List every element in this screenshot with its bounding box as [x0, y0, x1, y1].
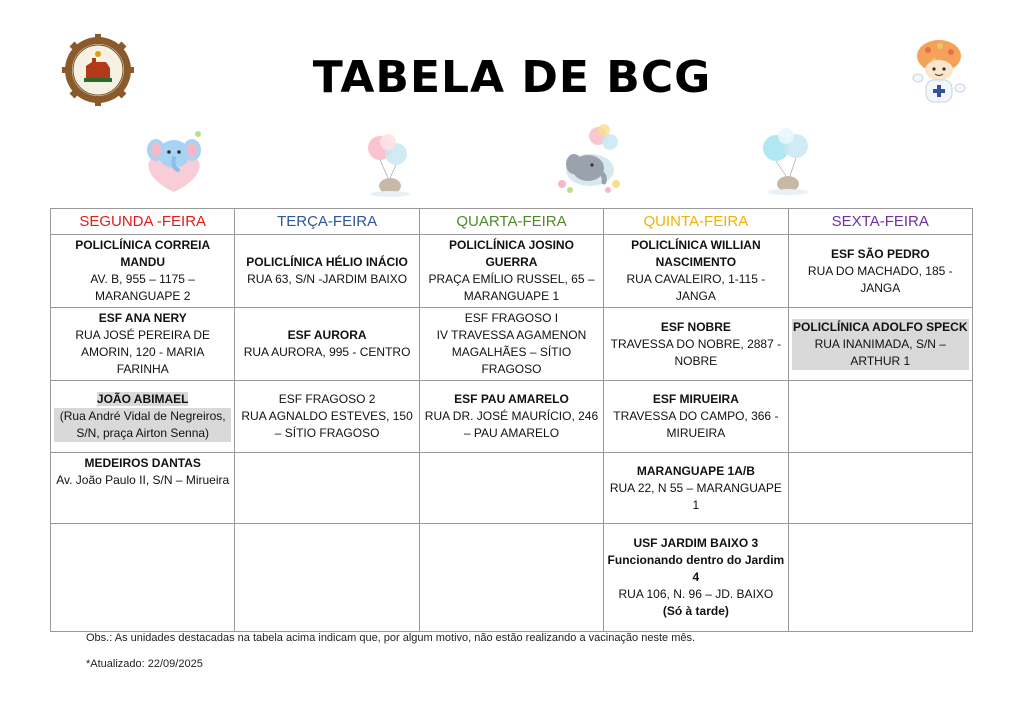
table-cell-empty — [788, 524, 972, 632]
unit-name: ESF ANA NERY — [98, 311, 187, 325]
table-cell-empty — [235, 524, 419, 632]
table-row — [51, 381, 973, 453]
table-cell-empty — [51, 524, 235, 632]
balloon-elephant-icon — [752, 126, 824, 198]
unit-address: TRAVESSA DO NOBRE, 2887 - NOBRE — [610, 336, 782, 368]
unit-name: POLICLÍNICA ADOLFO SPECK — [793, 319, 968, 334]
unit-name: POLICLÍNICA WILLIAN NASCIMENTO — [631, 238, 761, 269]
table-cell — [604, 235, 788, 308]
table-cell — [419, 381, 603, 453]
unit-address: PRAÇA EMÍLIO RUSSEL, 65 – MARANGUAPE 1 — [428, 272, 595, 303]
table-cell — [235, 381, 419, 453]
balloon-elephant-icon — [544, 122, 636, 200]
unit-name: POLICLÍNICA CORREIA MANDU — [75, 238, 211, 269]
unit-address: RUA JOSÉ PEREIRA DE AMORIN, 120 - MARIA FARINHA — [75, 328, 211, 376]
bcg-schedule-table — [50, 208, 973, 632]
table-cell — [51, 308, 235, 381]
unit-name: ESF SÃO PEDRO — [830, 246, 930, 261]
unit-name: POLICLÍNICA JOSINO GUERRA — [449, 238, 574, 269]
unit-address: RUA 106, N. 96 – JD. BAIXO — [618, 587, 774, 601]
observation-note: Obs.: As unidades destacadas na tabela acima indicam que, por algum motivo, não estão realizando a vacinação neste mês. — [86, 632, 696, 644]
unit-address: TRAVESSA DO CAMPO, 366 - MIRUEIRA — [613, 409, 779, 440]
unit-name: ESF MIRUEIRA — [652, 392, 739, 406]
table-cell-empty — [419, 524, 603, 632]
table-cell — [788, 235, 972, 308]
unit-address: RUA DO MACHADO, 185 - JANGA — [807, 263, 953, 295]
unit-address: RUA AURORA, 995 - CENTRO — [243, 345, 411, 359]
table-cell — [604, 381, 788, 453]
table-cell-highlighted — [788, 308, 972, 381]
header-monday: SEGUNDA -FEIRA — [51, 209, 235, 235]
unit-name: ESF FRAGOSO I — [464, 311, 559, 325]
unit-name: MARANGUAPE 1A/B — [636, 463, 755, 478]
table-cell-empty — [788, 381, 972, 453]
table-row — [51, 453, 973, 524]
table-cell — [51, 235, 235, 308]
table-header-row — [51, 209, 973, 235]
unit-address: RUA 22, N 55 – MARANGUAPE 1 — [609, 480, 782, 512]
table-row — [51, 235, 973, 308]
unit-name: POLICLÍNICA HÉLIO INÁCIO — [246, 255, 408, 269]
header-friday: SEXTA-FEIRA — [788, 209, 972, 235]
header-thursday: QUINTA-FEIRA — [604, 209, 788, 235]
unit-name: ESF PAU AMARELO — [454, 392, 569, 406]
unit-name: USF JARDIM BAIXO 3 Funcionando dentro do Jardim 4 — [607, 536, 785, 584]
table-cell — [604, 453, 788, 524]
table-cell-empty — [419, 453, 603, 524]
table-cell-highlighted — [51, 381, 235, 453]
unit-name-text: JOÃO ABIMAEL — [96, 392, 189, 406]
table-cell-empty — [235, 453, 419, 524]
header-wednesday: QUARTA-FEIRA — [419, 209, 603, 235]
header-tuesday: TERÇA-FEIRA — [235, 209, 419, 235]
updated-date: *Atualizado: 22/09/2025 — [86, 658, 203, 670]
table-row — [51, 524, 973, 632]
table-cell — [235, 308, 419, 381]
table-cell — [51, 453, 235, 524]
page-title: TABELA DE BCG — [312, 52, 712, 103]
table-cell — [604, 524, 788, 632]
unit-address: RUA 63, S/N -JARDIM BAIXO — [247, 272, 408, 286]
unit-address: RUA DR. JOSÉ MAURÍCIO, 246 – PAU AMARELO — [424, 409, 599, 440]
unit-name — [54, 391, 231, 408]
unit-address: AV. B, 955 – 1175 – MARANGUAPE 2 — [90, 272, 195, 303]
unit-address: RUA INANIMADA, S/N – ARTHUR 1 — [792, 336, 969, 370]
elephant-heart-icon — [138, 124, 210, 196]
unit-address: Av. João Paulo II, S/N – Mirueira — [56, 473, 230, 487]
table-cell — [604, 308, 788, 381]
table-cell — [419, 308, 603, 381]
table-row — [51, 308, 973, 381]
unit-address: RUA AGNALDO ESTEVES, 150 – SÍTIO FRAGOSO — [241, 409, 413, 440]
unit-name: MEDEIROS DANTAS — [84, 456, 201, 470]
unit-address: IV TRAVESSA AGAMENON MAGALHÃES – SÍTIO FRAGOSO — [436, 328, 587, 376]
balloon-elephant-icon — [354, 128, 426, 200]
unit-address: (Rua André Vidal de Negreiros, S/N, praça Airton Senna) — [54, 408, 231, 442]
unit-name: ESF NOBRE — [660, 319, 731, 334]
table-cell — [235, 235, 419, 308]
unit-address: RUA CAVALEIRO, 1-115 - JANGA — [626, 272, 766, 303]
table-cell-empty — [788, 453, 972, 524]
unit-note: (Só à tarde) — [662, 604, 729, 618]
unit-name: ESF AURORA — [287, 328, 367, 342]
unit-name: ESF FRAGOSO 2 — [278, 392, 376, 406]
table-cell — [419, 235, 603, 308]
